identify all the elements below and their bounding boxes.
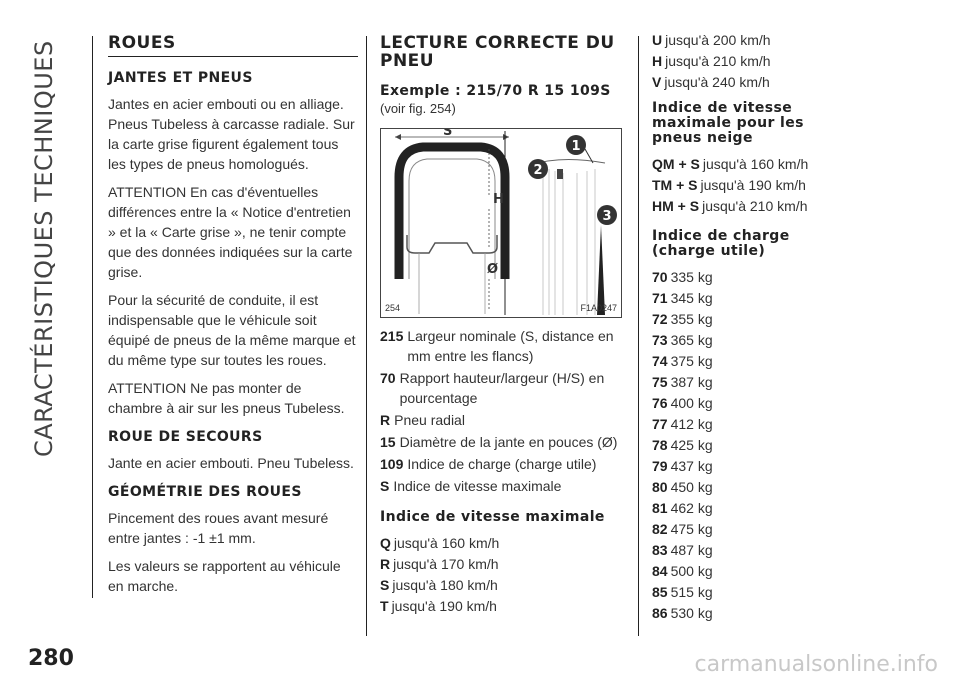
item-code: T [380,598,389,614]
list-item [652,154,942,175]
callout-3: 3 [602,209,612,224]
list-item [652,72,942,93]
list-item [652,309,942,330]
item-text: jusqu'à 210 km/h [665,53,771,69]
item-code: 84 [652,563,668,579]
item-code: 79 [652,458,668,474]
item-code: R [380,556,391,572]
item-code: TM + S [652,177,698,193]
list-item [652,196,942,217]
item-text: jusqu'à 210 km/h [702,198,808,214]
item-text: jusqu'à 170 km/h [393,556,499,572]
list-item [652,498,942,519]
item-code: 15 [380,434,396,450]
sidebar-divider [92,36,93,598]
item-text: 335 kg [670,269,713,285]
item-text: 437 kg [670,458,713,474]
list-item [652,372,942,393]
label-s: S [443,129,453,139]
item-text: jusqu'à 190 km/h [700,177,806,193]
column-divider-2 [638,36,639,636]
list-item [380,368,630,408]
paragraph: ATTENTION Ne pas monter de chambre à air sur les pneus Tubeless. [108,380,345,416]
tire-diagram [381,129,621,317]
list-item [652,561,942,582]
paragraph: ATTENTION En cas d'éventuelles différences entre la « Notice d'entretien » et la « Carte grise », ne tenir compte que des données indiquées sur la carte grise. [108,184,353,280]
item-text: jusqu'à 240 km/h [664,74,770,90]
item-code: 70 [380,370,396,386]
list-item [652,351,942,372]
list-item [380,410,630,430]
item-code: 82 [652,521,668,537]
heading-vitesse-neige: Indice de vitesse maximale pour les pneus neige [652,100,804,146]
list-item [652,414,942,435]
item-code: 70 [652,269,668,285]
item-text: Indice de charge (charge utile) [407,456,597,472]
item-text: 500 kg [670,563,713,579]
list-item [652,393,942,414]
item-text: 375 kg [670,353,713,369]
item-text: 400 kg [670,395,713,411]
list-item [652,456,942,477]
item-code: 73 [652,332,668,348]
heading-geometrie: GÉOMÉTRIE DES ROUES [108,484,302,500]
item-code: V [652,74,662,90]
callout-1: 1 [571,139,581,154]
paragraph: Pour la sécurité de conduite, il est indispensable que le véhicule soit équipé de pneus de la même marque et du même type sur toutes les roues. [108,292,356,368]
list-item [380,533,630,554]
speed-index-list [380,533,630,617]
item-text: 387 kg [670,374,713,390]
list-item [380,596,630,617]
figure-number: 254 [385,303,401,313]
load-index-list [652,267,942,624]
item-text: 487 kg [670,542,713,558]
tire-code-legend [380,326,630,496]
label-h: H [493,192,504,207]
item-text: 450 kg [670,479,713,495]
item-text: 475 kg [670,521,713,537]
item-text: 355 kg [670,311,713,327]
figure-reference: (voir fig. 254) [380,101,456,116]
section-title-block [108,34,358,57]
heading-indice-charge: Indice de charge (charge utile) [652,228,790,259]
tire-diagram-figure [380,128,622,318]
item-text: jusqu'à 160 km/h [393,535,500,551]
page-number: 280 [28,646,74,671]
item-text: Indice de vitesse maximale [393,478,562,494]
list-item [380,326,630,366]
item-code: S [380,478,390,494]
item-text: 345 kg [670,290,713,306]
list-item [380,575,630,596]
list-item [380,554,630,575]
list-item [380,476,630,496]
item-text: jusqu'à 180 km/h [392,577,498,593]
item-code: H [652,53,663,69]
list-item [652,175,942,196]
heading-jantes-pneus: JANTES ET PNEUS [108,70,253,86]
item-text: jusqu'à 190 km/h [391,598,497,614]
list-item [652,288,942,309]
item-text: 412 kg [670,416,713,432]
paragraph: Pincement des roues avant mesuré entre jantes : -1 ±1 mm. [108,510,329,546]
list-item [652,603,942,624]
column-divider-1 [366,36,367,636]
item-code: QM + S [652,156,700,172]
list-item [652,540,942,561]
item-text: Diamètre de la jante en pouces (Ø) [399,434,618,450]
heading-indice-vitesse: Indice de vitesse maximale [380,509,605,525]
list-item [380,432,630,452]
item-code: 75 [652,374,668,390]
list-item [380,454,630,474]
list-item [652,435,942,456]
heading-roue-secours: ROUE DE SECOURS [108,429,263,445]
paragraph: Jantes en acier embouti ou en alliage. Pneus Tubeless à carcasse radiale. Sur la carte grise figurent également tous les types de pneus homologués. [108,96,355,172]
list-item [652,519,942,540]
label-diameter: Ø [487,262,499,277]
list-item [652,30,942,51]
item-code: S [380,577,390,593]
section-title: ROUES [108,33,176,53]
paragraph: Jante en acier embouti. Pneu Tubeless. [108,455,354,471]
callout-2: 2 [533,163,543,178]
item-code: 76 [652,395,668,411]
item-text: 365 kg [670,332,713,348]
item-code: 71 [652,290,668,306]
item-code: 83 [652,542,668,558]
item-code: 72 [652,311,668,327]
item-code: 80 [652,479,668,495]
item-text: 515 kg [670,584,713,600]
item-text: 462 kg [670,500,713,516]
item-text: Largeur nominale (S, distance en mm entre les flancs) [407,328,614,364]
item-text: Pneu radial [394,412,465,428]
item-code: 86 [652,605,668,621]
item-code: Q [380,535,391,551]
list-item [652,330,942,351]
item-text: Rapport hauteur/largeur (H/S) en pourcentage [399,370,605,406]
item-code: 109 [380,456,404,472]
list-item [652,477,942,498]
item-code: R [380,412,391,428]
list-item [652,582,942,603]
watermark: carmanualsonline.info [694,652,938,677]
item-text: jusqu'à 200 km/h [665,32,771,48]
item-text: 530 kg [670,605,713,621]
item-code: 81 [652,500,668,516]
paragraph: Les valeurs se rapportent au véhicule en marche. [108,558,341,594]
item-code: 77 [652,416,668,432]
item-code: 215 [380,328,404,344]
speed-index-list-continued [652,30,942,93]
column-roues [108,34,358,604]
section-title: LECTURE CORRECTE DU PNEU [380,33,615,71]
item-code: 74 [652,353,668,369]
item-text: 425 kg [670,437,713,453]
list-item [652,51,942,72]
item-code: 78 [652,437,668,453]
column-indices [652,34,942,624]
list-item [652,267,942,288]
item-code: HM + S [652,198,700,214]
figure-code: F1A0247 [580,303,617,313]
item-code: U [652,32,663,48]
item-code: 85 [652,584,668,600]
example-code: Exemple : 215/70 R 15 109S [380,83,611,99]
item-text: jusqu'à 160 km/h [702,156,809,172]
section-sidebar-title: CARACTÉRISTIQUES TECHNIQUES [30,40,58,457]
example-line [380,82,630,118]
snow-speed-list [652,154,942,217]
column-lecture-pneu [380,34,630,617]
